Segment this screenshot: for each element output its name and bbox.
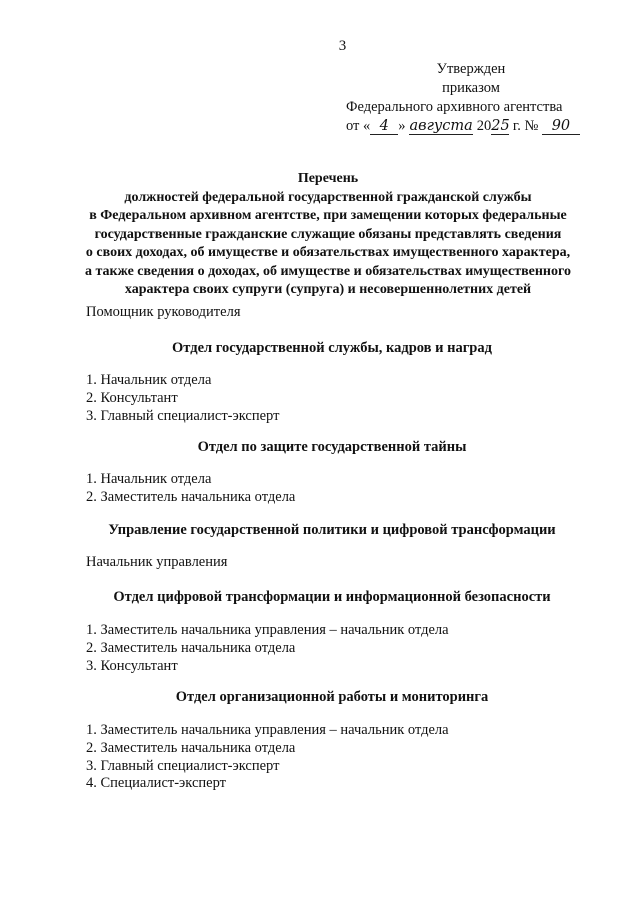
section-heading: Управление государственной политики и цифровой трансформации [108, 522, 556, 538]
approval-order: приказом [442, 80, 500, 96]
section-heading: Отдел государственной службы, кадров и наград [172, 340, 492, 356]
list-item: 2. Заместитель начальника отдела [86, 739, 296, 756]
date-prefix: от « [346, 118, 371, 134]
approval-stamp [346, 60, 596, 136]
handwritten-year: 25 [491, 118, 510, 134]
list-item: 3. Главный специалист-эксперт [86, 407, 280, 424]
list-item: 2. Заместитель начальника отдела [86, 639, 296, 656]
list-item: 1. Заместитель начальника управления – начальник отдела [86, 622, 449, 638]
handwritten-month: августа [409, 118, 473, 134]
approval-date-line [346, 117, 596, 136]
list-item: 4. Специалист-эксперт [86, 775, 226, 792]
department-head-position: Начальник управления [86, 554, 228, 570]
position-list [86, 372, 279, 425]
handwritten-order-number: 90 [542, 118, 580, 135]
position-list [86, 471, 295, 507]
section-heading: Отдел организационной работы и мониторинга [175, 689, 489, 705]
list-item: 1. Заместитель начальника управления – начальник отдела [86, 722, 449, 738]
position-list [86, 722, 449, 793]
year-prefix: 20 [476, 118, 492, 134]
order-number-label: г. № [512, 118, 539, 134]
title-line: о своих доходах, об имуществе и обязательствах имущественного характера, [85, 245, 571, 260]
position-list [86, 622, 449, 675]
list-item: 1. Начальник отдела [86, 471, 212, 487]
title-line: а также сведения о доходах, об имуществе и обязательствах имущественного [84, 263, 572, 279]
approval-approved: Утвержден [436, 61, 506, 77]
title-line: в Федеральном архивном агентстве, при замещении которых федеральные [89, 208, 567, 223]
assistant-position: Помощник руководителя [86, 304, 241, 320]
date-close-quote: » [398, 118, 406, 134]
list-item: 3. Консультант [86, 657, 178, 674]
title-line: должностей федеральной государственной гражданской службы [124, 189, 532, 205]
approval-agency: Федерального архивного агентства [346, 99, 563, 115]
title-line: характера своих супруги (супруга) и несовершеннолетних детей [124, 282, 532, 297]
list-item: 2. Заместитель начальника отдела [86, 488, 296, 505]
list-item: 1. Начальник отдела [86, 372, 212, 388]
title-heading: Перечень [297, 171, 359, 186]
list-item: 2. Консультант [86, 389, 178, 406]
section-heading: Отдел по защите государственной тайны [197, 439, 467, 455]
document-title [0, 170, 640, 300]
list-item: 3. Главный специалист-эксперт [86, 757, 280, 774]
page-number: 3 [338, 38, 347, 54]
handwritten-day: 4 [370, 118, 398, 135]
title-line: государственные гражданские служащие обязаны представлять сведения [94, 226, 562, 242]
section-heading: Отдел цифровой трансформации и информационной безопасности [113, 589, 551, 605]
